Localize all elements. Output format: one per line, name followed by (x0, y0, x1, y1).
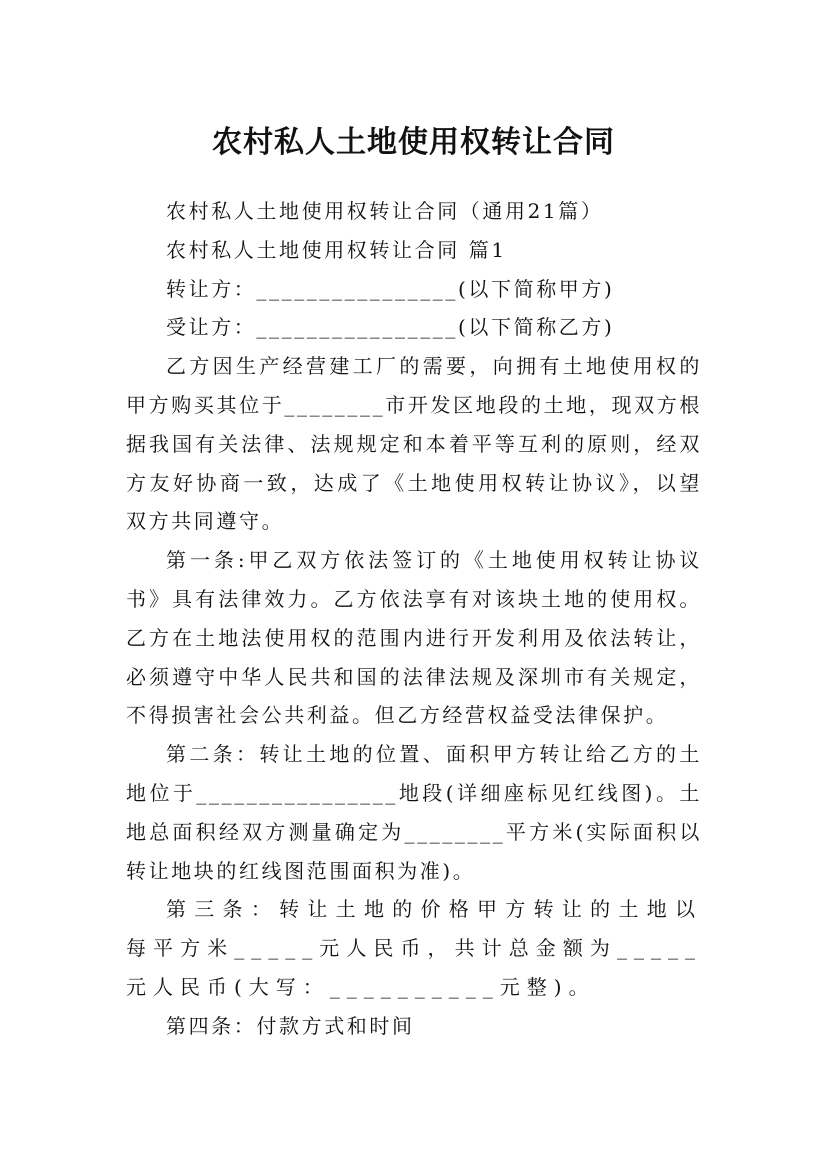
document-title: 农村私人土地使用权转让合同 (212, 125, 615, 161)
paragraph-clause-3: 第三条：转让土地的价格甲方转让的土地以每平方米_____元人民币，共计总金额为_____元人民币(大写：__________元整)。 (126, 897, 702, 999)
paragraph-article-heading: 农村私人土地使用权转让合同 篇1 (166, 237, 507, 262)
paragraph-clause-4: 第四条：付款方式和时间 (166, 1013, 415, 1038)
paragraph-transferor: 转让方：________________(以下简称甲方) (166, 276, 615, 301)
paragraph-transferee: 受让方：________________(以下简称乙方) (166, 315, 615, 340)
paragraph-clause-2: 第二条：转让土地的位置、面积甲方转让给乙方的土地位于________________地段(详细座标见红线图)。土地总面积经双方测量确定为________平方米(实际面积以转让地块的红线图范围面积为准)。 (126, 742, 702, 883)
paragraph-collection-title: 农村私人土地使用权转让合同（通用21篇） (166, 199, 604, 223)
document-body (126, 192, 702, 1046)
paragraph-preamble: 乙方因生产经营建工厂的需要，向拥有土地使用权的甲方购买其位于________市开发区地段的土地，现双方根据我国有关法律、法规规定和本着平等互利的原则，经双方友好协商一致，达成了《土地使用权转让协议》，以望双方共同遵守。 (126, 354, 702, 534)
paragraph-clause-1: 第一条:甲乙双方依法签订的《土地使用权转让协议书》具有法律效力。乙方依法享有对该块土地的使用权。乙方在土地法使用权的范围内进行开发利用及依法转让，必须遵守中华人民共和国的法律法规及深圳市有关规定，不得损害社会公共利益。但乙方经营权益受法律保护。 (126, 548, 702, 728)
